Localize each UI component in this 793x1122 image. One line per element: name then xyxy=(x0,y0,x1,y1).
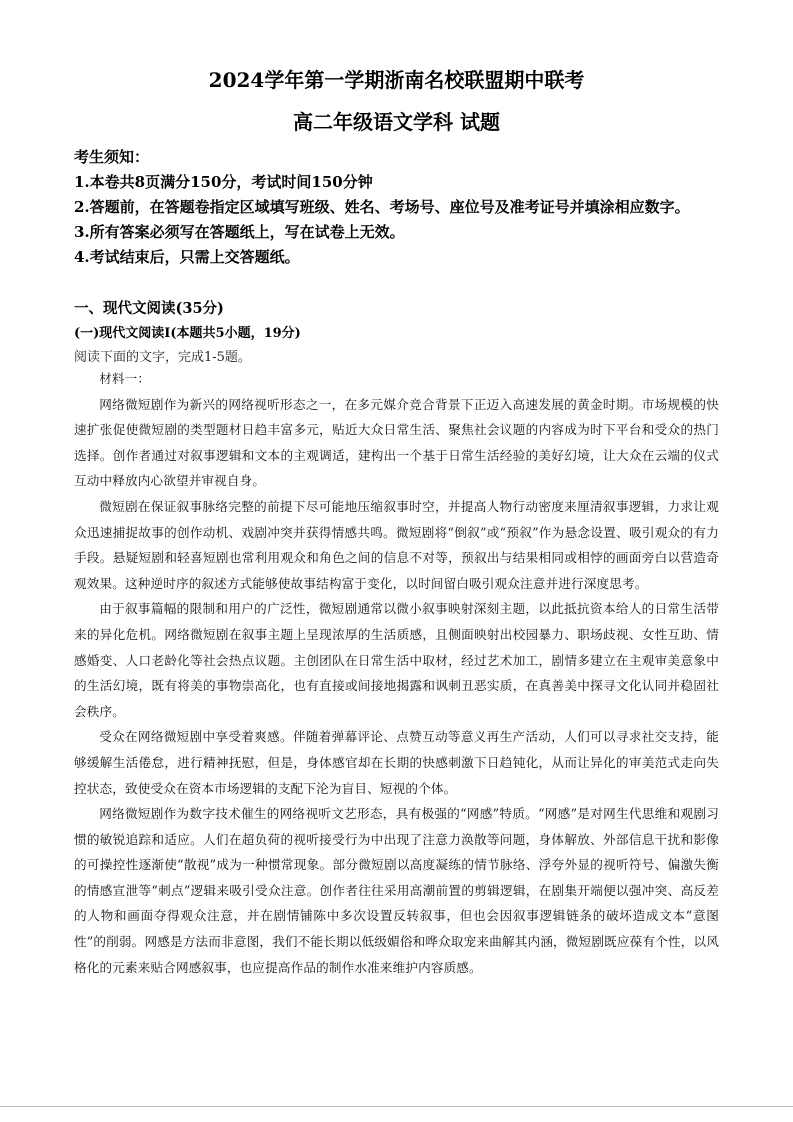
exam-subtitle: 高二年级语文学科 试题 xyxy=(293,110,500,134)
notice-heading: 考生须知： xyxy=(74,148,150,166)
section-subtitle: (一)现代文阅读Ⅰ(本题共5小题，19分) xyxy=(74,326,301,341)
notice-block xyxy=(74,145,724,270)
material-paragraph: 微短剧在保证叙事脉络完整的前提下尽可能地压缩叙事时空，并提高人物行动密度来厘清叙事逻辑，力求让观众迅速捕捉故事的创作动机、戏剧冲突并获得情感共鸣。微短剧将“倒叙”或“预叙”作为悬念设置、吸引观众的有力手段。悬疑短剧和轻喜短剧也常利用观众和角色之间的信息不对等，预叙出与结果相同或相悖的画面旁白以营造奇观效果。这种逆时序的叙述方式能够使故事结构富于变化，以时间留白吸引观众注意并进行深度思考。 xyxy=(74,498,719,591)
material-paragraph: 受众在网络微短剧中享受着爽感。伴随着弹幕评论、点赞互动等意义再生产活动，人们可以寻求社交支持，能够缓解生活倦怠，进行精神抚慰，但是，身体感官却在长期的快感刺激下日趋钝化，从而让异化的审美范式走向失控状态，致使受众在资本市场逻辑的支配下沦为盲目、短视的个体。 xyxy=(74,729,719,796)
section-instruction: 阅读下面的文字，完成1-5题。 xyxy=(74,350,251,365)
material-body xyxy=(74,366,719,980)
notice-item: 1.本卷共8页满分150分，考试时间150分钟 xyxy=(74,173,373,191)
material-label: 材料一： xyxy=(99,371,151,386)
notice-item: 2.答题前，在答题卷指定区域填写班级、姓名、考场号、座位号及准考证号并填涂相应数字。 xyxy=(74,198,690,216)
page-bottom-rule xyxy=(0,1106,793,1107)
notice-item: 3.所有答案必须写在答题纸上，写在试卷上无效。 xyxy=(74,223,405,241)
material-paragraph: 由于叙事篇幅的限制和用户的广泛性，微短剧通常以微小叙事映射深刻主题，以此抵抗资本给人的日常生活带来的异化危机。网络微短剧在叙事主题上呈现浓厚的生活质感，且侧面映射出校园暴力、职场歧视、女性互助、情感婚变、人口老龄化等社会热点议题。主创团队在日常生活中取材，经过艺术加工，剧情多建立在主观审美意象中的生活幻境，既有将美的事物崇高化，也有直接或间接地揭露和讽刺丑恶实质，在真善美中探寻文化认同并稳固社会秩序。 xyxy=(74,601,719,719)
material-paragraph: 网络微短剧作为数字技术催生的网络视听文艺形态，具有极强的“网感”特质。“网感”是对网生代思维和观剧习惯的敏锐追踪和适应。人们在超负荷的视听接受行为中出现了注意力涣散等问题，身体解放、外部信息干扰和影像的可操控性逐渐使“散视”成为一种惯常现象。部分微短剧以高度凝练的情节脉络、浮夸外显的视听符号、偏激失衡的情感宣泄等“刺点”逻辑来吸引受众注意。创作者往往采用高潮前置的剪辑逻辑，在剧集开端便以强冲突、高反差的人物和画面夺得观众注意，并在剧情铺陈中多次设置反转叙事，但也会因叙事逻辑链条的破坏造成文本“意图性”的削弱。网感是方法而非意图，我们不能长期以低级媚俗和哗众取宠来曲解其内涵，微短剧既应葆有个性，以风格化的元素来贴合网感叙事，也应提高作品的制作水准来维护内容质感。 xyxy=(74,806,719,975)
exam-title: 2024学年第一学期浙南名校联盟期中联考 xyxy=(208,68,585,92)
section-title: 一、现代文阅读(35分) xyxy=(74,300,224,317)
notice-item: 4.考试结束后，只需上交答题纸。 xyxy=(74,248,300,266)
material-paragraph: 网络微短剧作为新兴的网络视听形态之一，在多元媒介竞合背景下正迈入高速发展的黄金时期。市场规模的快速扩张促使微短剧的类型题材日趋丰富多元，贴近大众日常生活、聚焦社会议题的内容成为时下平台和受众的热门选择。创作者通过对叙事逻辑和文本的主观调适，建构出一个基于日常生活经验的美好幻境，让大众在云端的仪式互动中释放内心欲望并审视自身。 xyxy=(74,396,719,489)
